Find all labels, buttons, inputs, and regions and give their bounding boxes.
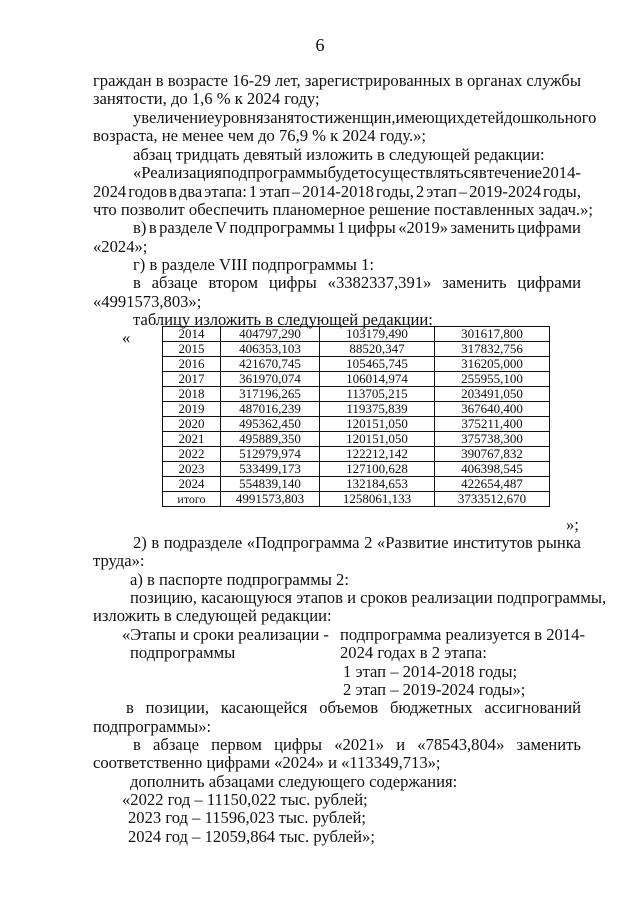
table-row: [163, 462, 550, 477]
text-line: 2024 год – 12059,864 тыс. рублей»;: [128, 827, 375, 846]
word: объемов: [319, 698, 379, 717]
table-cell: 495889,350: [221, 432, 320, 447]
table-cell: 103179,490: [320, 327, 435, 342]
word: заменить: [442, 273, 507, 292]
table-row: [163, 327, 550, 342]
word: этапа:: [204, 182, 247, 201]
word: втором: [208, 273, 259, 292]
table-cell: 203491,050: [435, 387, 550, 402]
word: годов: [128, 182, 167, 201]
word: 2014-: [542, 163, 581, 182]
word: в: [168, 182, 177, 201]
table-cell: 2016: [163, 357, 221, 372]
word: 2019-2024: [469, 182, 542, 201]
table-cell: 317196,265: [221, 387, 320, 402]
word: V: [214, 218, 227, 237]
word: разделе: [159, 218, 213, 237]
text-line: что позволит обеспечить планомерное решение поставленных задач.»;: [93, 200, 593, 219]
text-line: 2023 год – 11596,023 тыс. рублей;: [128, 808, 367, 827]
word: в: [151, 533, 160, 552]
word: в: [478, 163, 487, 182]
table-cell: 2019: [163, 402, 221, 417]
word: касающейся: [220, 698, 308, 717]
word: ассигнований: [484, 698, 581, 717]
word: подпрограммы: [222, 163, 328, 182]
text-line: соответственно цифрами «2024» и «113349,713»;: [93, 753, 441, 772]
table-cell: 404797,290: [221, 327, 320, 342]
word: граждан: [93, 71, 152, 90]
table-row: [163, 402, 550, 417]
table-cell: 122212,142: [320, 447, 435, 462]
text-line: а) в паспорте подпрограммы 2:: [130, 570, 349, 589]
word: осуществляться: [365, 163, 479, 182]
table-cell: 2017: [163, 372, 221, 387]
text-line: дополнить абзацами следующего содержания:: [130, 772, 458, 791]
word: «2021»: [334, 735, 385, 754]
word: и: [396, 735, 406, 754]
text-line: «2022 год – 11150,022 тыс. рублей;: [122, 790, 368, 809]
table-cell: 132184,653: [320, 477, 435, 492]
table-cell: 317832,756: [435, 342, 550, 357]
table-cell: 113705,215: [320, 387, 435, 402]
table-cell: итого: [163, 492, 221, 507]
table-cell: 512979,974: [221, 447, 320, 462]
word: «78543,804»: [417, 735, 505, 754]
word: органах: [466, 71, 523, 90]
text-line: абзац тридцать девятый изложить в следующей редакции:: [133, 145, 545, 164]
word: позиции,: [145, 698, 210, 717]
table-cell: 2015: [163, 342, 221, 357]
text-line: [133, 108, 597, 127]
table-cell: 2018: [163, 387, 221, 402]
text-line: занятости, до 1,6 % к 2024 году;: [93, 89, 320, 108]
table-row: [163, 357, 550, 372]
word: «2019»: [398, 218, 449, 237]
text-line: [93, 182, 581, 201]
word: первом: [211, 735, 262, 754]
word: заменить: [450, 218, 515, 237]
table-cell: 4991573,803: [221, 492, 320, 507]
text-line: [133, 533, 581, 552]
table-cell: 495362,450: [221, 417, 320, 432]
word: лет,: [274, 71, 301, 90]
word: цифры: [347, 218, 396, 237]
text-line: 2024 годах в 2 этапа:: [340, 643, 487, 662]
table-cell: 487016,239: [221, 402, 320, 417]
word: –: [458, 182, 468, 201]
word: уровня: [214, 108, 264, 127]
word: увеличение: [133, 108, 215, 127]
text-line: таблицу изложить в следующей редакции:: [133, 310, 433, 329]
word: дошкольного: [503, 108, 597, 127]
table-cell: 127100,628: [320, 462, 435, 477]
table-closing-quote: »;: [566, 515, 579, 534]
table-cell: 422654,487: [435, 477, 550, 492]
text-line: «Этапы и сроки реализации -: [122, 625, 329, 644]
text-line: «2024»;: [93, 237, 148, 256]
table-cell: 2014: [163, 327, 221, 342]
table-row: [163, 417, 550, 432]
table-cell: 406398,545: [435, 462, 550, 477]
table-cell: 406353,103: [221, 342, 320, 357]
text-line: возраста, не менее чем до 76,9 % к 2024 году.»;: [93, 126, 427, 145]
word: «Подпрограмма: [246, 533, 360, 552]
word: бюджетных: [389, 698, 473, 717]
table-cell: 554839,140: [221, 477, 320, 492]
word: 2014-2018: [302, 182, 374, 201]
word: занятости: [263, 108, 334, 127]
table-cell: 120151,050: [320, 432, 435, 447]
table-cell: 106014,974: [320, 372, 435, 387]
word: заменить: [516, 735, 581, 754]
word: в: [148, 218, 157, 237]
word: цифры: [274, 735, 323, 754]
table-cell: 301617,800: [435, 327, 550, 342]
table-cell: 375211,400: [435, 417, 550, 432]
page-number: 6: [315, 35, 325, 55]
table-cell: 88520,347: [320, 342, 435, 357]
word: женщин,: [333, 108, 396, 127]
table-row: [163, 387, 550, 402]
word: детей: [464, 108, 504, 127]
word: «Реализация: [133, 163, 222, 182]
text-line: изложить в следующей редакции:: [93, 606, 332, 625]
text-line: [133, 218, 581, 237]
word: в: [133, 735, 141, 754]
word: 1: [337, 218, 346, 237]
word: два: [178, 182, 203, 201]
table-cell: 367640,400: [435, 402, 550, 417]
text-line: «4991573,803»;: [93, 292, 202, 311]
word: 2): [133, 533, 147, 552]
word: в): [133, 218, 147, 237]
word: рынка: [537, 533, 581, 552]
word: в: [133, 273, 141, 292]
table-body: [163, 327, 550, 507]
table-cell: 390767,832: [435, 447, 550, 462]
word: «3382337,391»: [327, 273, 432, 292]
table-cell: 2023: [163, 462, 221, 477]
text-line: [133, 735, 581, 754]
word: в: [155, 71, 164, 90]
table-cell: 2022: [163, 447, 221, 462]
text-line: [93, 71, 581, 90]
word: 16-29: [232, 71, 271, 90]
word: 1: [248, 182, 258, 201]
word: годы,: [543, 182, 581, 201]
word: имеющих: [395, 108, 465, 127]
table-cell: 375738,300: [435, 432, 550, 447]
table-cell: 105465,745: [320, 357, 435, 372]
table-cell: 361970,074: [221, 372, 320, 387]
text-line: [133, 273, 581, 292]
word: службы: [526, 71, 581, 90]
table-cell: 2021: [163, 432, 221, 447]
table-cell: 3733512,670: [435, 492, 550, 507]
word: в: [126, 698, 134, 717]
word: возрасте: [167, 71, 228, 90]
word: подпрограммы: [229, 218, 335, 237]
table-row: [163, 372, 550, 387]
table-row: [163, 432, 550, 447]
text-line: подпрограмма реализуется в 2014-: [340, 625, 585, 644]
text-line: труда»:: [93, 551, 145, 570]
word: 2024: [93, 182, 127, 201]
word: абзаце: [153, 735, 199, 754]
table-row: [163, 492, 550, 507]
text-line: г) в разделе VIII подпрограммы 1:: [133, 255, 374, 274]
text-line: подпрограммы»:: [93, 717, 212, 736]
word: зарегистрированных: [304, 71, 451, 90]
text-line: позицию, касающуюся этапов и сроков реализации подпрограммы,: [130, 588, 607, 607]
table-cell: 120151,050: [320, 417, 435, 432]
word: этап: [259, 182, 290, 201]
word: течение: [486, 163, 542, 182]
word: «Развитие: [376, 533, 449, 552]
table-row: [163, 447, 550, 462]
word: цифрами: [517, 273, 581, 292]
table-cell: 316205,000: [435, 357, 550, 372]
table-cell: 255955,100: [435, 372, 550, 387]
word: 2: [364, 533, 373, 552]
quote-open: «: [122, 328, 131, 347]
table-cell: 1258061,133: [320, 492, 435, 507]
table-cell: 533499,173: [221, 462, 320, 477]
word: 2: [415, 182, 425, 201]
word: абзаце: [151, 273, 198, 292]
text-line: [126, 698, 581, 717]
word: цифрами: [517, 218, 581, 237]
text-line: 2 этап – 2019-2024 годы»;: [343, 680, 526, 699]
word: цифры: [268, 273, 317, 292]
text-line: подпрограммы: [130, 643, 236, 662]
text-line: 1 этап – 2014-2018 годы;: [343, 662, 518, 681]
word: институтов: [453, 533, 533, 552]
text-line: [133, 163, 581, 182]
word: –: [291, 182, 301, 201]
table-cell: 119375,839: [320, 402, 435, 417]
table-row: [163, 342, 550, 357]
table-cell: 2020: [163, 417, 221, 432]
word: этап: [426, 182, 457, 201]
word: в: [455, 71, 463, 90]
word: будет: [327, 163, 366, 182]
table-cell: 421670,745: [221, 357, 320, 372]
word: подразделе: [163, 533, 243, 552]
table-row: [163, 477, 550, 492]
table-cell: 2024: [163, 477, 221, 492]
word: годы,: [375, 182, 414, 201]
finance-table: [162, 326, 550, 507]
